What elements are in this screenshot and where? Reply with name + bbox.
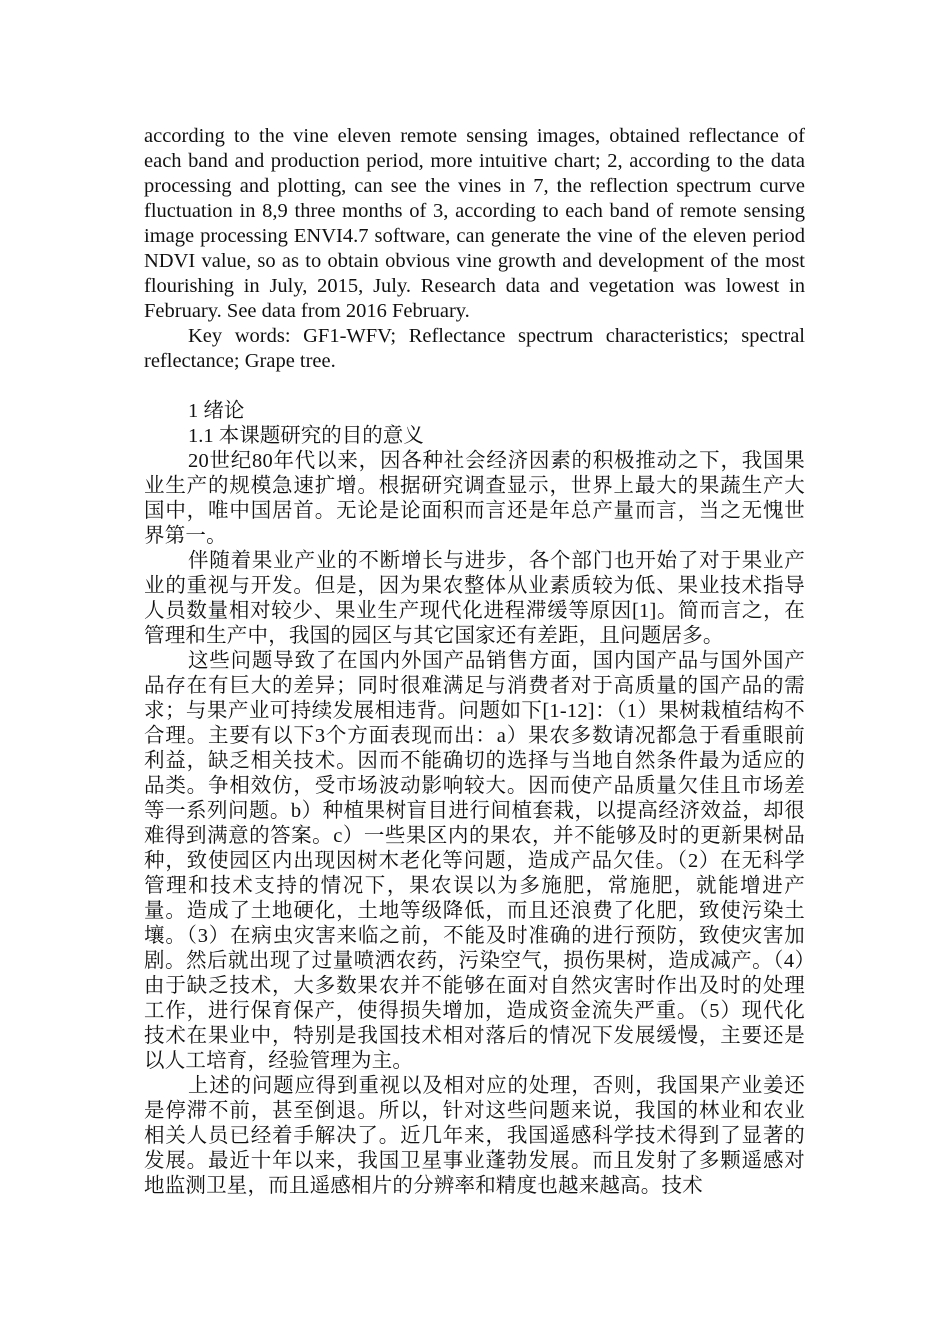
body-paragraph: 上述的问题应得到重视以及相对应的处理，否则，我国果产业姜还是停滞不前，甚至倒退。所以，针对这些问题来说，我国的林业和农业相关人员已经着手解决了。近几年来，我国遥感科学技术得到了显著的发展。最近十年以来，我国卫星事业蓬勃发展。而且发射了多颗遥感对地监测卫星，而且遥感相片的分辨率和精度也越来越高。技术 (144, 1075, 805, 1197)
body-paragraph: 20世纪80年代以来，因各种社会经济因素的积极推动之下，我国果业生产的规模急速扩增。根据研究调查显示，世界上最大的果蔬生产大国中，唯中国居首。无论是论面积而言还是年总产量而言，当之无愧世界第一。 (144, 450, 805, 547)
body-paragraph: 伴随着果业产业的不断增长与进步，各个部门也开始了对于果业产业的重视与开发。但是，因为果农整体从业素质较为低、果业技术指导人员数量相对较少、果业生产现代化进程滞缓等原因[1]。简而言之，在管理和生产中，我国的园区与其它国家还有差距，且问题居多。 (144, 550, 805, 647)
english-abstract-text: according to the vine eleven remote sensing images, obtained reflectance of each band and production period, more intuitive chart; 2, according to the data processing and plotting, can see the vines in 7, the reflection spectrum curve fluctuation in 8,9 three months of 3, according to each band of remote sensing image processing ENVI4.7 software, can generate the vine of the eleven period NDVI value, so as to obtain obvious vine growth and development of the most flourishing in July, 2015, July. Research data and vegetation was lowest in February. See data from 2016 February. (144, 125, 805, 322)
body-paragraph: 这些问题导致了在国内外国产品销售方面，国内国产品与国外国产品存在有巨大的差异；同时很难满足与消费者对于高质量的国产品的需求；与果产业可持续发展相违背。问题如下[1-12]：（1）果树栽植结构不合理。主要有以下3个方面表现而出：a）果农多数请况都急于看重眼前利益，缺乏相关技术。因而不能确切的选择与当地自然条件最为适应的品类。争相效仿，受市场波动影响较大。因而使产品质量欠佳且市场差等一系列问题。b）种植果树盲目进行间植套栽，以提高经济效益，却很难得到满意的答案。c）一些果区内的果农，并不能够及时的更新果树品种，致使园区内出现因树木老化等问题，造成产品欠佳。（2）在无科学管理和技术支持的情况下，果农误以为多施肥，常施肥，就能增进产量。造成了土地硬化，土地等级降低，而且还浪费了化肥，致使污染土壤。（3）在病虫灾害来临之前，不能及时准确的进行预防，致使灾害加剧。然后就出现了过量喷洒农药，污染空气，损伤果树，造成减产。（4）由于缺乏技术，大多数果农并不能够在面对自然灾害时作出及时的处理工作，进行保育保产，使得损失增加，造成资金流失严重。（5）现代化技术在果业中，特别是我国技术相对落后的情况下发展缓慢，主要还是以人工培育，经验管理为主。 (144, 650, 805, 1072)
blank-line (144, 374, 805, 399)
subsection-heading: 1.1 本课题研究的目的意义 (188, 425, 424, 447)
section-heading: 1 绪论 (188, 400, 245, 422)
keywords-line: Key words: GF1-WFV; Reflectance spectrum characteristics; spectral reflectance; Grape tree. (144, 325, 805, 372)
page-content (144, 124, 805, 1199)
